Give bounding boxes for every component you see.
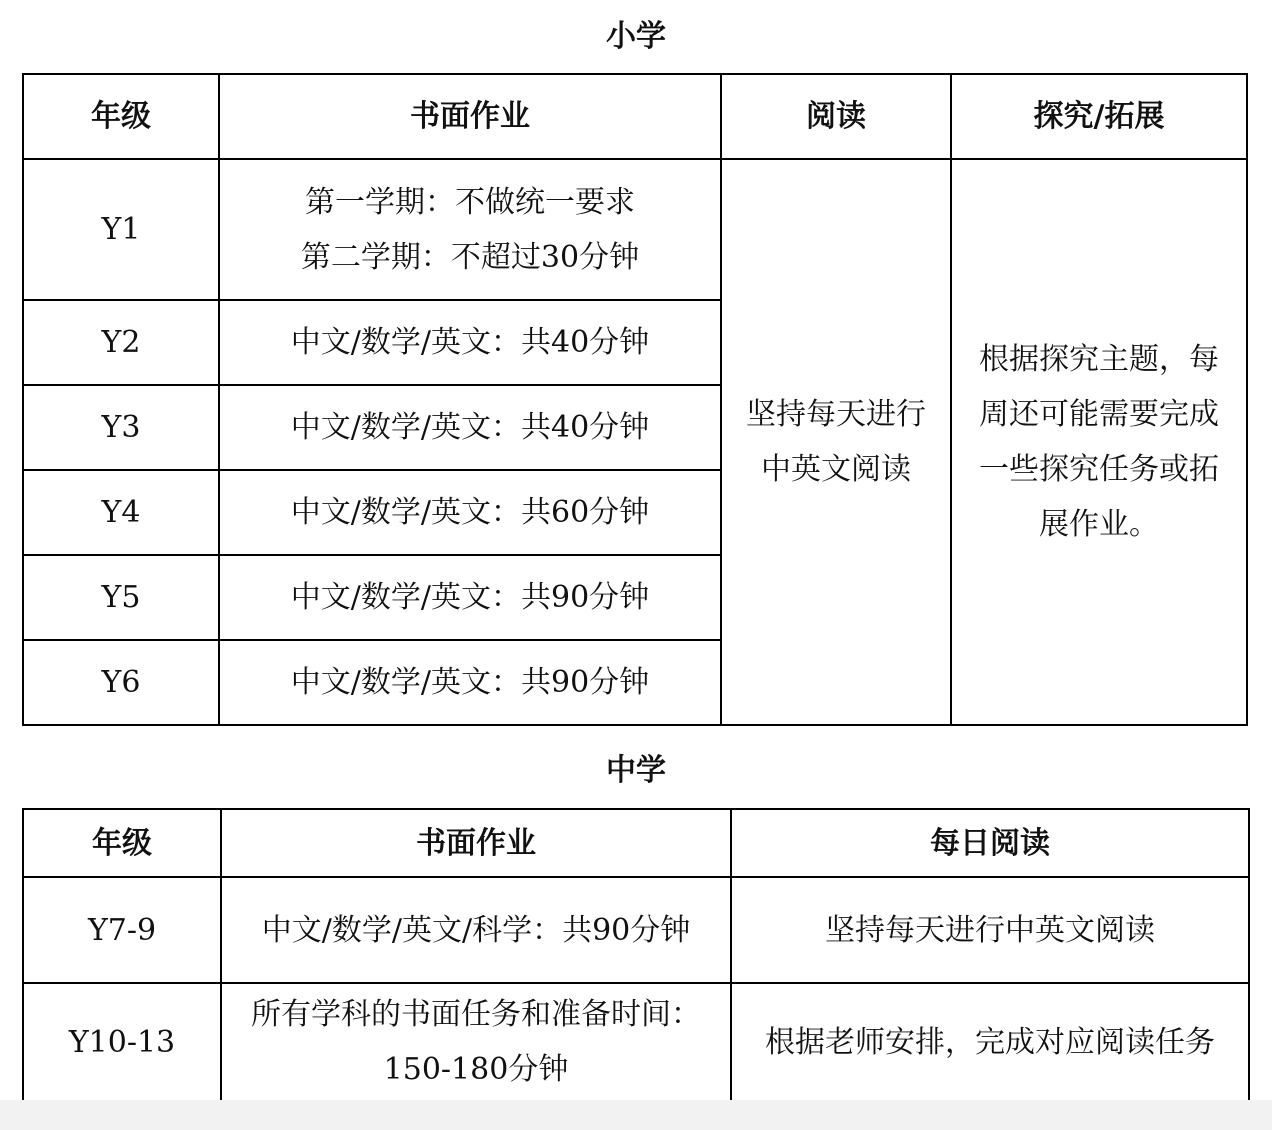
reading-cell: 坚持每天进行中英文阅读 <box>731 877 1249 983</box>
table-header-row <box>23 74 1247 159</box>
homework-cell: 中文/数学/英文：共90分钟 <box>219 640 721 725</box>
primary-school-title: 小学 <box>606 19 666 54</box>
primary-homework-table <box>22 73 1248 726</box>
secondary-homework-table <box>22 808 1250 1102</box>
homework-cell: 中文/数学/英文/科学：共90分钟 <box>221 877 731 983</box>
header-written-homework: 书面作业 <box>221 809 731 877</box>
inquiry-line: 一些探究任务或拓 <box>979 452 1219 487</box>
reading-line: 中英文阅读 <box>761 452 911 487</box>
table-header-row <box>23 809 1249 877</box>
reading-cell <box>721 159 951 725</box>
table-row <box>23 159 1247 300</box>
homework-line: 第一学期：不做统一要求 <box>305 184 635 220</box>
homework-line: 第二学期：不超过30分钟 <box>300 239 640 275</box>
reading-line: 坚持每天进行 <box>746 397 926 432</box>
inquiry-line: 展作业。 <box>1039 507 1159 542</box>
inquiry-line: 周还可能需要完成 <box>979 397 1219 432</box>
grade-cell: Y6 <box>23 640 219 725</box>
homework-cell <box>221 983 731 1101</box>
header-written-homework: 书面作业 <box>219 74 721 159</box>
grade-cell: Y2 <box>23 300 219 385</box>
grade-cell: Y3 <box>23 385 219 470</box>
header-daily-reading: 每日阅读 <box>731 809 1249 877</box>
homework-cell: 中文/数学/英文：共60分钟 <box>219 470 721 555</box>
grade-cell: Y7-9 <box>23 877 221 983</box>
grade-cell: Y4 <box>23 470 219 555</box>
table-row <box>23 877 1249 983</box>
homework-cell: 中文/数学/英文：共40分钟 <box>219 385 721 470</box>
header-grade: 年级 <box>23 809 221 877</box>
header-grade: 年级 <box>23 74 219 159</box>
homework-line: 150-180分钟 <box>383 1052 569 1087</box>
inquiry-cell <box>951 159 1247 725</box>
secondary-school-title: 中学 <box>606 753 666 788</box>
inquiry-line: 根据探究主题，每 <box>979 342 1219 377</box>
table-row <box>23 983 1249 1101</box>
homework-line: 所有学科的书面任务和准备时间： <box>251 997 701 1032</box>
grade-cell: Y10-13 <box>23 983 221 1101</box>
homework-cell: 中文/数学/英文：共40分钟 <box>219 300 721 385</box>
reading-cell: 根据老师安排，完成对应阅读任务 <box>731 983 1249 1101</box>
page-bottom-band <box>0 1100 1272 1130</box>
homework-cell: 中文/数学/英文：共90分钟 <box>219 555 721 640</box>
grade-cell: Y1 <box>23 159 219 300</box>
header-reading: 阅读 <box>721 74 951 159</box>
homework-cell <box>219 159 721 300</box>
header-inquiry-extension: 探究/拓展 <box>951 74 1247 159</box>
grade-cell: Y5 <box>23 555 219 640</box>
